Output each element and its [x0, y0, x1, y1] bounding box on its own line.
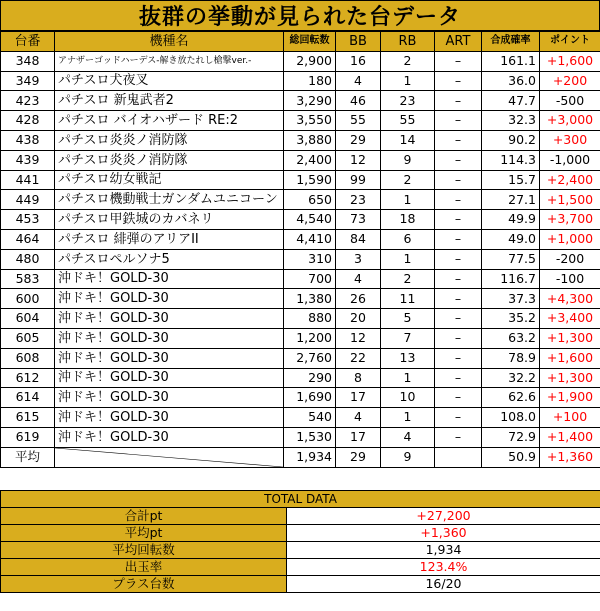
cell-combined-prob: 90.2	[482, 130, 540, 150]
cell-rb: 18	[381, 210, 435, 230]
cell-machine-no: 438	[1, 130, 55, 150]
total-value: 1,934	[287, 542, 600, 559]
total-value: +1,360	[287, 525, 600, 542]
cell-machine-no: 600	[1, 289, 55, 309]
total-row	[1, 508, 600, 525]
total-label: 出玉率	[1, 559, 287, 576]
cell-total-spins: 3,290	[284, 91, 336, 111]
table-row	[1, 309, 600, 329]
cell-art: –	[435, 348, 482, 368]
cell-model: パチスロペルソナ5	[55, 249, 284, 269]
cell-model: 沖ドキ！GOLD-30	[55, 388, 284, 408]
cell-points: -1,000	[540, 150, 600, 170]
cell-bb: 16	[336, 51, 381, 71]
table-row	[1, 368, 600, 388]
cell-machine-no: 604	[1, 309, 55, 329]
cell-bb: 26	[336, 289, 381, 309]
cell-machine-no: 605	[1, 328, 55, 348]
cell-combined-prob: 37.3	[482, 289, 540, 309]
cell-total-spins: 290	[284, 368, 336, 388]
average-label: 平均	[1, 447, 55, 467]
table-row	[1, 427, 600, 447]
header-bb: BB	[336, 32, 381, 52]
cell-machine-no: 583	[1, 269, 55, 289]
cell-bb: 12	[336, 150, 381, 170]
cell-model: 沖ドキ！GOLD-30	[55, 269, 284, 289]
cell-machine-no: 615	[1, 408, 55, 428]
cell-model: パチスロ炎炎ノ消防隊	[55, 150, 284, 170]
cell-combined-prob: 49.0	[482, 229, 540, 249]
cell-bb: 22	[336, 348, 381, 368]
cell-bb: 55	[336, 111, 381, 131]
cell-rb: 2	[381, 51, 435, 71]
cell-points: +3,000	[540, 111, 600, 131]
average-points: +1,360	[540, 447, 600, 467]
cell-model: パチスロ甲鉄城のカバネリ	[55, 210, 284, 230]
cell-art: –	[435, 328, 482, 348]
cell-combined-prob: 32.3	[482, 111, 540, 131]
cell-points: +1,300	[540, 328, 600, 348]
cell-rb: 6	[381, 229, 435, 249]
table-row	[1, 51, 600, 71]
average-bb: 29	[336, 447, 381, 467]
average-empty-cell	[55, 447, 284, 467]
table-row	[1, 111, 600, 131]
cell-art: –	[435, 229, 482, 249]
header-model: 機種名	[55, 32, 284, 52]
header-machine-no: 台番	[1, 32, 55, 52]
cell-bb: 4	[336, 71, 381, 91]
cell-points: +4,300	[540, 289, 600, 309]
cell-total-spins: 180	[284, 71, 336, 91]
total-value: 16/20	[287, 576, 600, 593]
average-rb: 9	[381, 447, 435, 467]
cell-rb: 1	[381, 190, 435, 210]
average-row	[1, 447, 600, 467]
cell-rb: 10	[381, 388, 435, 408]
total-label: 平均回転数	[1, 542, 287, 559]
total-value: +27,200	[287, 508, 600, 525]
cell-rb: 1	[381, 368, 435, 388]
cell-combined-prob: 47.7	[482, 91, 540, 111]
cell-points: +1,900	[540, 388, 600, 408]
total-data-table	[0, 490, 600, 593]
cell-rb: 11	[381, 289, 435, 309]
cell-points: +200	[540, 71, 600, 91]
table-row	[1, 269, 600, 289]
cell-art: –	[435, 309, 482, 329]
cell-combined-prob: 116.7	[482, 269, 540, 289]
cell-total-spins: 700	[284, 269, 336, 289]
cell-points: +100	[540, 408, 600, 428]
cell-machine-no: 464	[1, 229, 55, 249]
table-row	[1, 408, 600, 428]
cell-rb: 13	[381, 348, 435, 368]
cell-machine-no: 423	[1, 91, 55, 111]
table-row	[1, 130, 600, 150]
cell-model: パチスロ機動戦士ガンダムユニコーン	[55, 190, 284, 210]
cell-machine-no: 348	[1, 51, 55, 71]
cell-machine-no: 608	[1, 348, 55, 368]
total-row	[1, 559, 600, 576]
cell-points: +1,600	[540, 51, 600, 71]
cell-art: –	[435, 71, 482, 91]
cell-bb: 4	[336, 269, 381, 289]
cell-total-spins: 1,200	[284, 328, 336, 348]
cell-combined-prob: 15.7	[482, 170, 540, 190]
cell-machine-no: 349	[1, 71, 55, 91]
cell-total-spins: 4,410	[284, 229, 336, 249]
cell-art: –	[435, 51, 482, 71]
cell-rb: 4	[381, 427, 435, 447]
cell-total-spins: 1,380	[284, 289, 336, 309]
machine-data-table	[0, 31, 600, 468]
cell-total-spins: 1,530	[284, 427, 336, 447]
cell-points: +1,300	[540, 368, 600, 388]
cell-art: –	[435, 170, 482, 190]
cell-total-spins: 1,690	[284, 388, 336, 408]
cell-combined-prob: 108.0	[482, 408, 540, 428]
cell-art: –	[435, 111, 482, 131]
cell-bb: 73	[336, 210, 381, 230]
cell-bb: 4	[336, 408, 381, 428]
page-title: 抜群の挙動が見られた台データ	[0, 0, 600, 31]
cell-rb: 1	[381, 71, 435, 91]
cell-bb: 46	[336, 91, 381, 111]
cell-rb: 2	[381, 170, 435, 190]
cell-combined-prob: 27.1	[482, 190, 540, 210]
cell-combined-prob: 36.0	[482, 71, 540, 91]
table-row	[1, 170, 600, 190]
average-prob: 50.9	[482, 447, 540, 467]
diagonal-line	[55, 448, 283, 467]
cell-model: パチスロ 新鬼武者2	[55, 91, 284, 111]
cell-rb: 1	[381, 249, 435, 269]
cell-combined-prob: 114.3	[482, 150, 540, 170]
table-row	[1, 348, 600, 368]
table-row	[1, 91, 600, 111]
cell-machine-no: 449	[1, 190, 55, 210]
cell-bb: 29	[336, 130, 381, 150]
table-row	[1, 289, 600, 309]
cell-total-spins: 2,760	[284, 348, 336, 368]
cell-model: 沖ドキ！GOLD-30	[55, 309, 284, 329]
cell-points: +1,500	[540, 190, 600, 210]
cell-rb: 1	[381, 408, 435, 428]
cell-points: +1,600	[540, 348, 600, 368]
cell-total-spins: 1,590	[284, 170, 336, 190]
cell-art: –	[435, 368, 482, 388]
cell-combined-prob: 161.1	[482, 51, 540, 71]
cell-rb: 14	[381, 130, 435, 150]
cell-rb: 5	[381, 309, 435, 329]
cell-rb: 2	[381, 269, 435, 289]
table-row	[1, 210, 600, 230]
cell-machine-no: 441	[1, 170, 55, 190]
cell-machine-no: 612	[1, 368, 55, 388]
cell-total-spins: 310	[284, 249, 336, 269]
cell-machine-no: 480	[1, 249, 55, 269]
total-value: 123.4%	[287, 559, 600, 576]
cell-combined-prob: 63.2	[482, 328, 540, 348]
cell-points: +3,400	[540, 309, 600, 329]
table-row	[1, 229, 600, 249]
cell-total-spins: 4,540	[284, 210, 336, 230]
cell-combined-prob: 62.6	[482, 388, 540, 408]
header-rb: RB	[381, 32, 435, 52]
table-row	[1, 71, 600, 91]
average-spins: 1,934	[284, 447, 336, 467]
cell-total-spins: 880	[284, 309, 336, 329]
cell-machine-no: 428	[1, 111, 55, 131]
cell-rb: 9	[381, 150, 435, 170]
cell-art: –	[435, 427, 482, 447]
table-row	[1, 150, 600, 170]
cell-combined-prob: 78.9	[482, 348, 540, 368]
cell-total-spins: 650	[284, 190, 336, 210]
cell-art: –	[435, 210, 482, 230]
cell-art: –	[435, 150, 482, 170]
total-label: 平均pt	[1, 525, 287, 542]
cell-art: –	[435, 269, 482, 289]
table-row	[1, 249, 600, 269]
cell-points: -100	[540, 269, 600, 289]
cell-combined-prob: 77.5	[482, 249, 540, 269]
cell-model: 沖ドキ！GOLD-30	[55, 408, 284, 428]
cell-machine-no: 439	[1, 150, 55, 170]
cell-total-spins: 2,400	[284, 150, 336, 170]
cell-model: 沖ドキ！GOLD-30	[55, 328, 284, 348]
total-row	[1, 576, 600, 593]
cell-points: -200	[540, 249, 600, 269]
cell-model: パチスロ犬夜叉	[55, 71, 284, 91]
cell-bb: 12	[336, 328, 381, 348]
total-row	[1, 542, 600, 559]
table-row	[1, 388, 600, 408]
cell-rb: 23	[381, 91, 435, 111]
cell-combined-prob: 32.2	[482, 368, 540, 388]
cell-points: +1,000	[540, 229, 600, 249]
header-total-spins: 総回転数	[284, 32, 336, 52]
cell-bb: 20	[336, 309, 381, 329]
cell-model: パチスロ炎炎ノ消防隊	[55, 130, 284, 150]
total-label: プラス台数	[1, 576, 287, 593]
table-header-row	[1, 32, 600, 52]
header-points: ポイント	[540, 32, 600, 52]
total-label: 合計pt	[1, 508, 287, 525]
header-art: ART	[435, 32, 482, 52]
cell-bb: 99	[336, 170, 381, 190]
cell-points: -500	[540, 91, 600, 111]
cell-art: –	[435, 249, 482, 269]
cell-model: パチスロ バイオハザード RE:2	[55, 111, 284, 131]
cell-art: –	[435, 130, 482, 150]
cell-rb: 7	[381, 328, 435, 348]
cell-art: –	[435, 91, 482, 111]
cell-model: 沖ドキ！GOLD-30	[55, 289, 284, 309]
cell-total-spins: 540	[284, 408, 336, 428]
cell-total-spins: 3,880	[284, 130, 336, 150]
cell-model: パチスロ幼女戦記	[55, 170, 284, 190]
cell-combined-prob: 72.9	[482, 427, 540, 447]
cell-combined-prob: 35.2	[482, 309, 540, 329]
cell-bb: 84	[336, 229, 381, 249]
cell-art: –	[435, 289, 482, 309]
cell-points: +1,400	[540, 427, 600, 447]
header-combined-prob: 合成確率	[482, 32, 540, 52]
cell-machine-no: 614	[1, 388, 55, 408]
cell-bb: 17	[336, 427, 381, 447]
cell-model: 沖ドキ！GOLD-30	[55, 368, 284, 388]
table-row	[1, 328, 600, 348]
total-header: TOTAL DATA	[1, 491, 600, 508]
cell-bb: 23	[336, 190, 381, 210]
table-row	[1, 190, 600, 210]
cell-art: –	[435, 388, 482, 408]
cell-bb: 17	[336, 388, 381, 408]
cell-machine-no: 453	[1, 210, 55, 230]
cell-bb: 8	[336, 368, 381, 388]
total-row	[1, 525, 600, 542]
cell-points: +2,400	[540, 170, 600, 190]
average-art	[435, 447, 482, 467]
total-header-row	[1, 491, 600, 508]
cell-total-spins: 3,550	[284, 111, 336, 131]
cell-combined-prob: 49.9	[482, 210, 540, 230]
cell-points: +300	[540, 130, 600, 150]
cell-model: パチスロ 緋弾のアリアII	[55, 229, 284, 249]
cell-art: –	[435, 408, 482, 428]
cell-model: 沖ドキ！GOLD-30	[55, 427, 284, 447]
cell-machine-no: 619	[1, 427, 55, 447]
cell-rb: 55	[381, 111, 435, 131]
cell-model: アナザーゴッドハーデス-解き放たれし槍撃ver.-	[55, 51, 284, 71]
cell-total-spins: 2,900	[284, 51, 336, 71]
cell-art: –	[435, 190, 482, 210]
cell-bb: 3	[336, 249, 381, 269]
cell-model: 沖ドキ！GOLD-30	[55, 348, 284, 368]
cell-points: +3,700	[540, 210, 600, 230]
